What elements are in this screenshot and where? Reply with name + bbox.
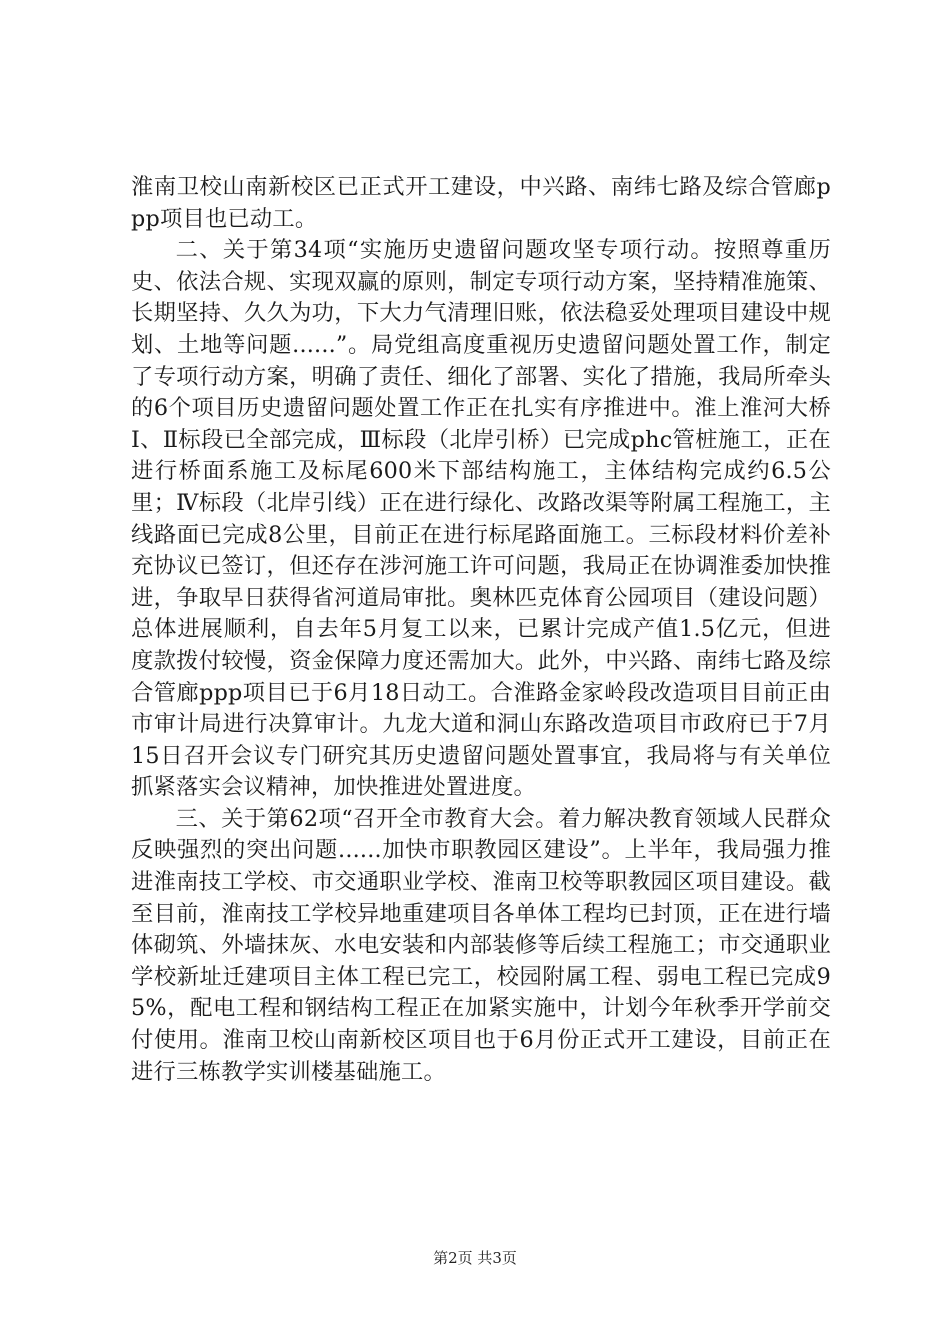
paragraph-continuation: 淮南卫校山南新校区已正式开工建设，中兴路、南纬七路及综合管廊ppp项目也已动工。 (131, 174, 831, 232)
paragraph-item-62: 三、关于第62项“召开全市教育大会。着力解决教育领域人民群众反映强烈的突出问题......加快市职教园区建设”。上半年，我局强力推进淮南技工学校、市交通职业学校、淮南卫校等职教园区项目建设。截至目前，淮南技工学校异地重建项目各单体工程均已封顶，正在进行墙体砌筑、外墙抹灰、水电安装和内部装修等后续工程施工；市交通职业学校新址迁建项目主体工程已完工，校园附属工程、弱电工程已完成95%，配电工程和钢结构工程正在加紧实施中，计划今年秋季开学前交付使用。淮南卫校山南新校区项目也于6月份正式开工建设，目前正在进行三栋教学实训楼基础施工。 (131, 805, 831, 1085)
document-body (131, 172, 831, 1088)
page-number-label: 第2页 共3页 (433, 1249, 517, 1267)
paragraph-item-34: 二、关于第34项“实施历史遗留问题攻坚专项行动。按照尊重历史、依法合规、实现双赢的原则，制定专项行动方案，坚持精准施策、长期坚持、久久为功，下大力气清理旧账，依法稳妥处理项目建设中规划、土地等问题......”。局党组高度重视历史遗留问题处置工作，制定了专项行动方案，明确了责任、细化了部署、实化了措施，我局所牵头的6个项目历史遗留问题处置工作正在扎实有序推进中。淮上淮河大桥Ⅰ、Ⅱ标段已全部完成，Ⅲ标段（北岸引桥）已完成phc管桩施工，正在进行桥面系施工及标尾600米下部结构施工，主体结构完成约6.5公里；Ⅳ标段（北岸引线）正在进行绿化、改路改渠等附属工程施工，主线路面已完成8公里，目前正在进行标尾路面施工。三标段材料价差补充协议已签订，但还存在涉河施工许可问题，我局正在协调淮委加快推进，争取早日获得省河道局审批。奥林匹克体育公园项目（建设问题）总体进展顺利，自去年5月复工以来，已累计完成产值1.5亿元，但进度款拨付较慢，资金保障力度还需加大。此外，中兴路、南纬七路及综合管廊ppp项目已于6月18日动工。合淮路金家岭段改造项目目前正由市审计局进行决算审计。九龙大道和洞山东路改造项目市政府已于7月15日召开会议专门研究其历史遗留问题处置事宜，我局将与有关单位抓紧落实会议精神，加快推进处置进度。 (131, 237, 831, 801)
page-footer (0, 1248, 950, 1268)
